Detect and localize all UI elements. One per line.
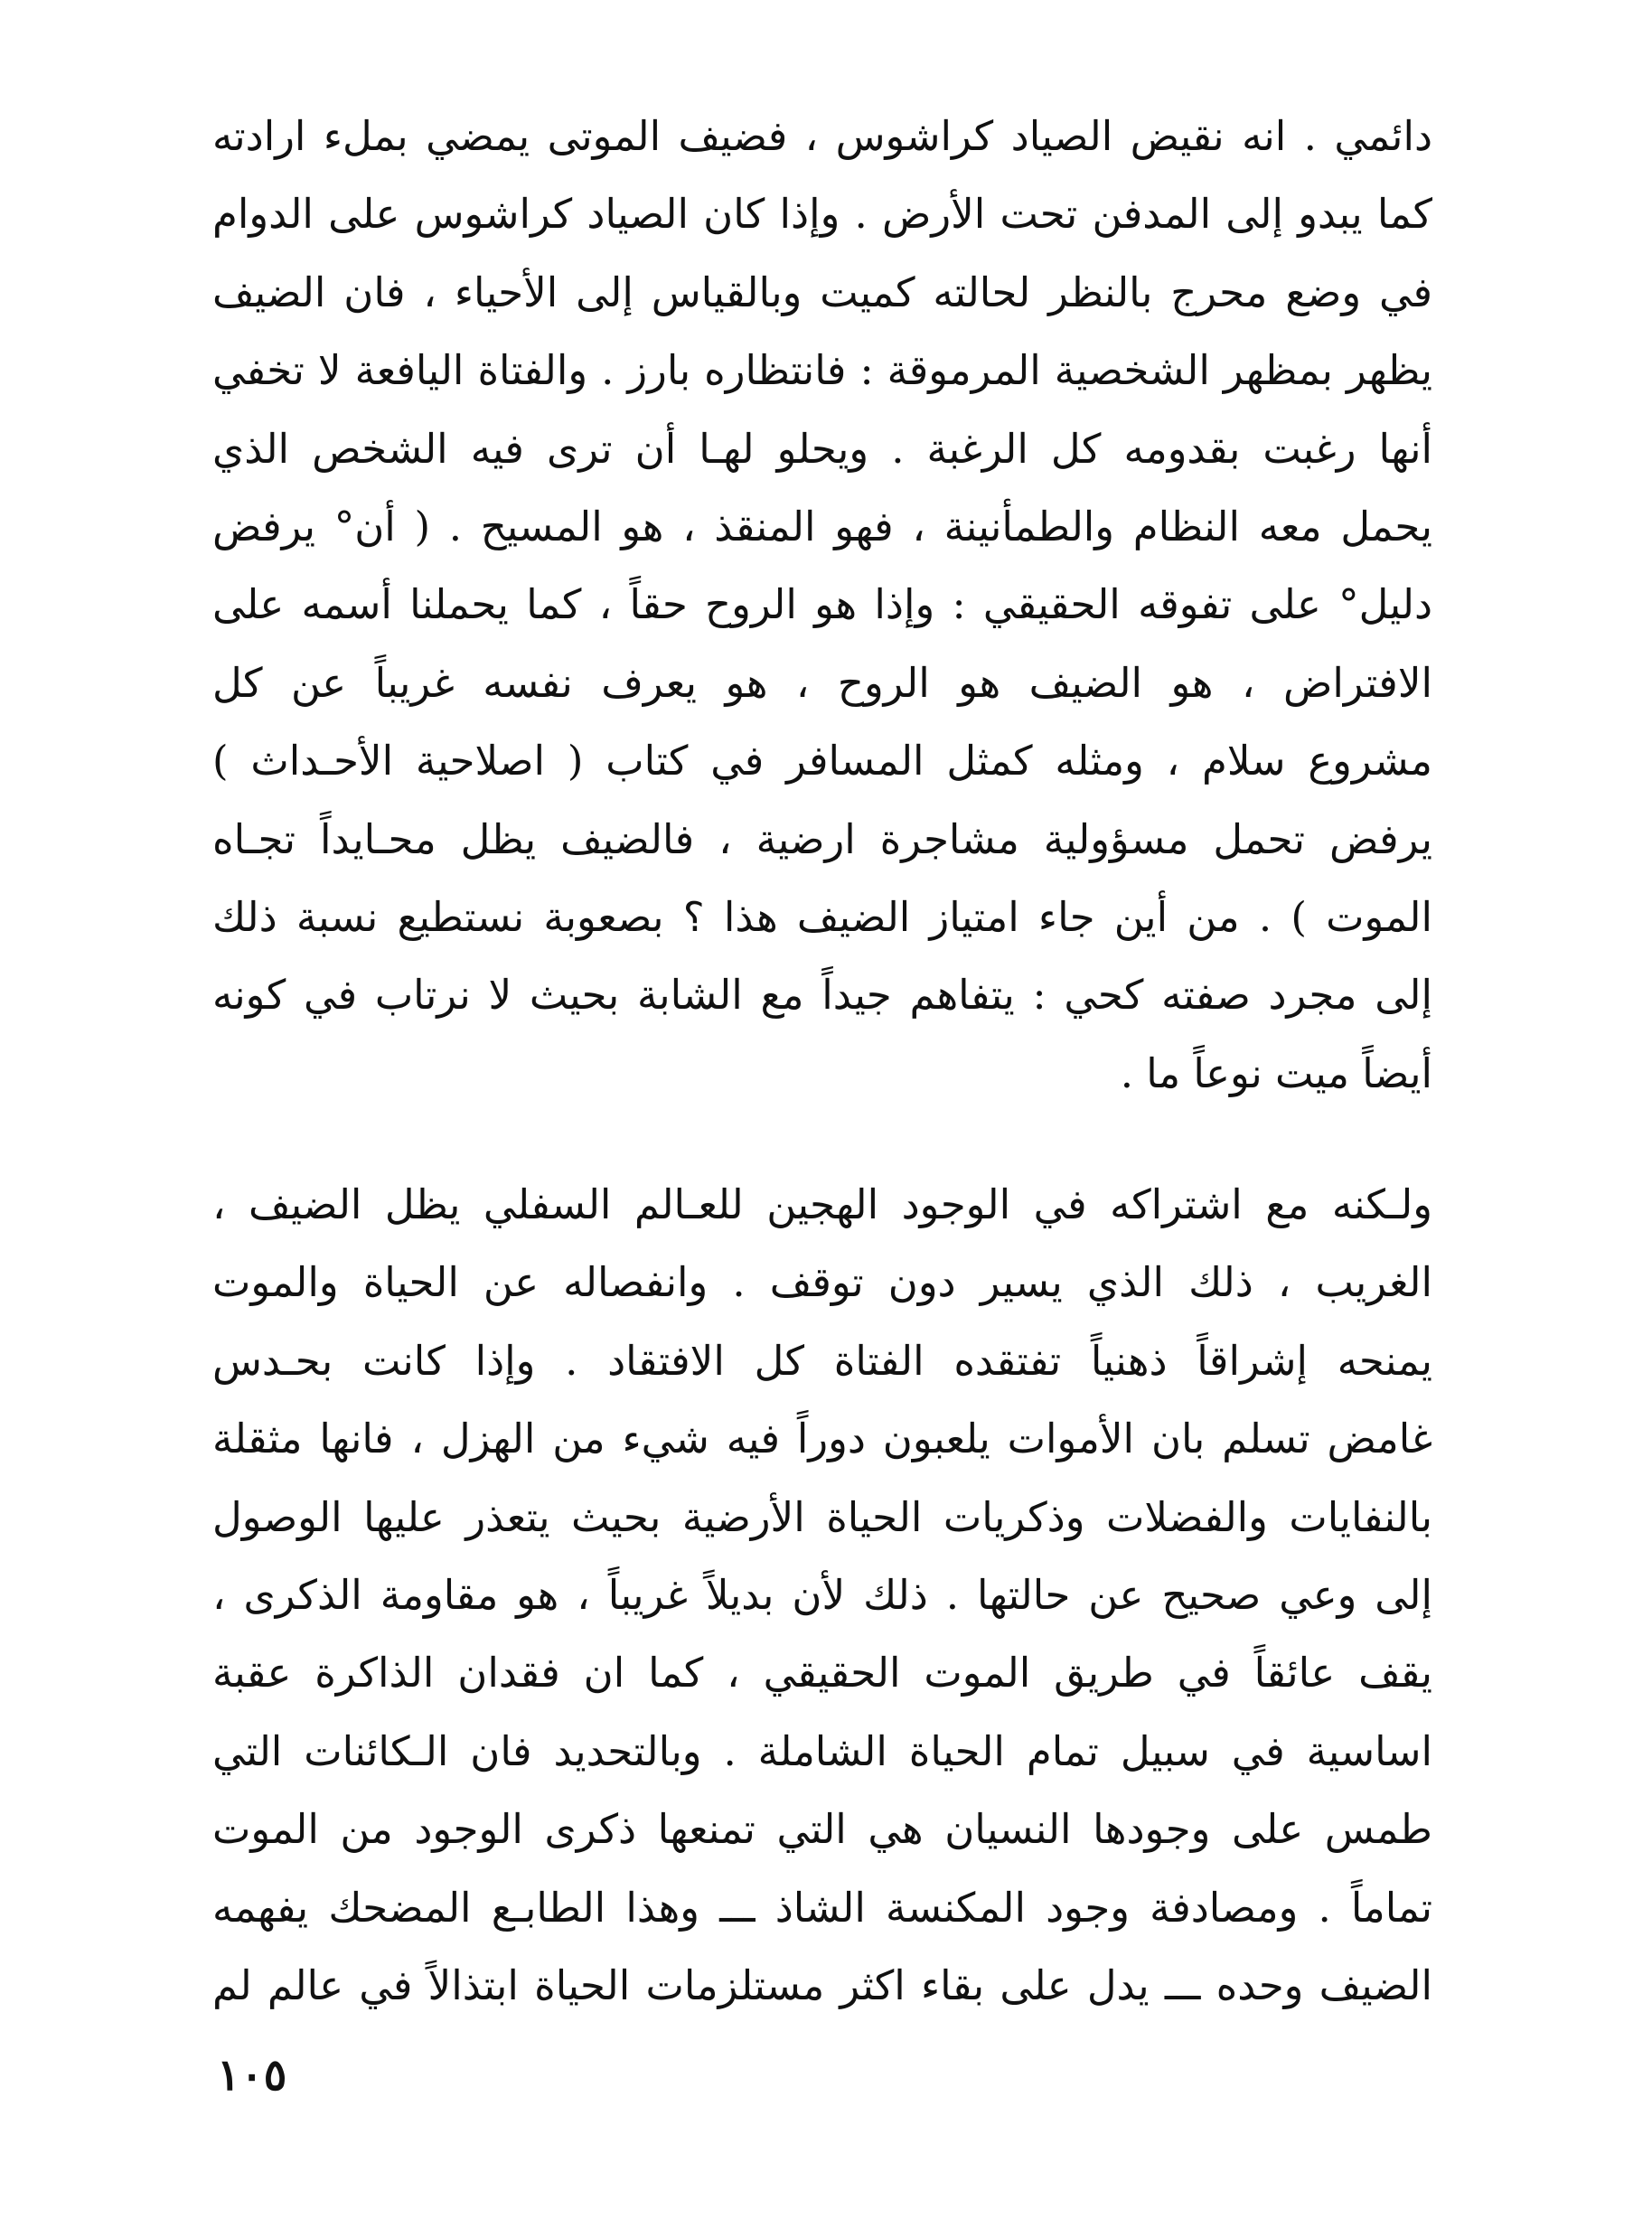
text-line: بالنفايات والفضلات وذكريات الحياة الأرضية بحيث يتعذر عليها الوصول: [212, 1492, 1432, 1541]
text-line: يرفض تحمل مسؤولية مشاجرة ارضية ، فالضيف يظل محـايداً تجـاه: [212, 814, 1432, 863]
text-line: طمس على وجودها النسيان هي التي تمنعها ذكرى الوجود من الموت: [212, 1805, 1432, 1854]
text-line: دائمي . انه نقيض الصياد كراشوس ، فضيف الموتى يمضي بملء ارادته: [212, 112, 1432, 160]
text-line: في وضع محرج بالنظر لحالته كميت وبالقياس إلى الأحياء ، فان الضيف: [212, 268, 1432, 316]
text-line: تماماً . ومصادفة وجود المكنسة الشاذ ـــ وهذا الطابـع المضحك يفهمه: [212, 1883, 1432, 1932]
text-line: غامض تسلم بان الأموات يلعبون دوراً فيه شيء من الهزل ، فانها مثقلة: [212, 1415, 1432, 1463]
text-line: كما يبدو إلى المدفن تحت الأرض . وإذا كان الصياد كراشوس على الدوام: [212, 190, 1432, 239]
text-line: أيضاً ميت نوعاً ما .: [1120, 1048, 1432, 1097]
text-line: مشروع سلام ، ومثله كمثل المسافر في كتاب ( اصلاحية الأحـداث ): [212, 737, 1432, 785]
text-line: إلى مجرد صفته كحي : يتفاهم جيداً مع الشابة بحيث لا نرتاب في كونه: [212, 971, 1432, 1020]
text-line: اساسية في سبيل تمام الحياة الشاملة . وبالتحديد فان الـكائنات التي: [212, 1726, 1432, 1775]
text-line: الموت ) . من أين جاء امتياز الضيف هذا ؟ بصعوبة نستطيع نسبة ذلك: [212, 892, 1432, 941]
text-line: يقف عائقاً في طريق الموت الحقيقي ، كما ان فقدان الذاكرة عقبة: [212, 1649, 1432, 1697]
text-line: الضيف وحده ـــ يدل على بقاء اكثر مستلزمات الحياة ابتذالاً في عالم لم: [212, 1961, 1432, 2009]
text-line: يمنحه إشراقاً ذهنياً تفتقده الفتاة كل الافتقاد . وإذا كانت بحـدس: [212, 1336, 1432, 1385]
text-line: دليل° على تفوقه الحقيقي : وإذا هو الروح حقاً ، كما يحملنا أسمه على: [212, 580, 1432, 629]
text-line: الافتراض ، هو الضيف هو الروح ، هو يعرف نفسه غريباً عن كل: [212, 658, 1432, 707]
text-line: الغريب ، ذلك الذي يسير دون توقف . وانفصاله عن الحياة والموت: [212, 1258, 1432, 1307]
paragraph-1: [212, 98, 1432, 1113]
page-number: ١٠٥: [217, 2050, 287, 2101]
paragraph-2: [212, 1166, 1432, 2025]
text-line: إلى وعي صحيح عن حالتها . ذلك لأن بديلاً غريباً ، هو مقاومة الذكرى ،: [212, 1570, 1432, 1619]
text-line: يظهر بمظهر الشخصية المرموقة : فانتظاره بارز . والفتاة اليافعة لا تخفي: [212, 346, 1432, 395]
text-line: ولـكنه مع اشتراكه في الوجود الهجين للعـالم السفلي يظل الضيف ،: [212, 1180, 1432, 1228]
text-line: أنها رغبت بقدومه كل الرغبة . ويحلو لهـا أن ترى فيه الشخص الذي: [212, 424, 1432, 473]
text-line: يحمل معه النظام والطمأنينة ، فهو المنقذ ، هو المسيح . ( أن° يرفض: [212, 502, 1432, 550]
